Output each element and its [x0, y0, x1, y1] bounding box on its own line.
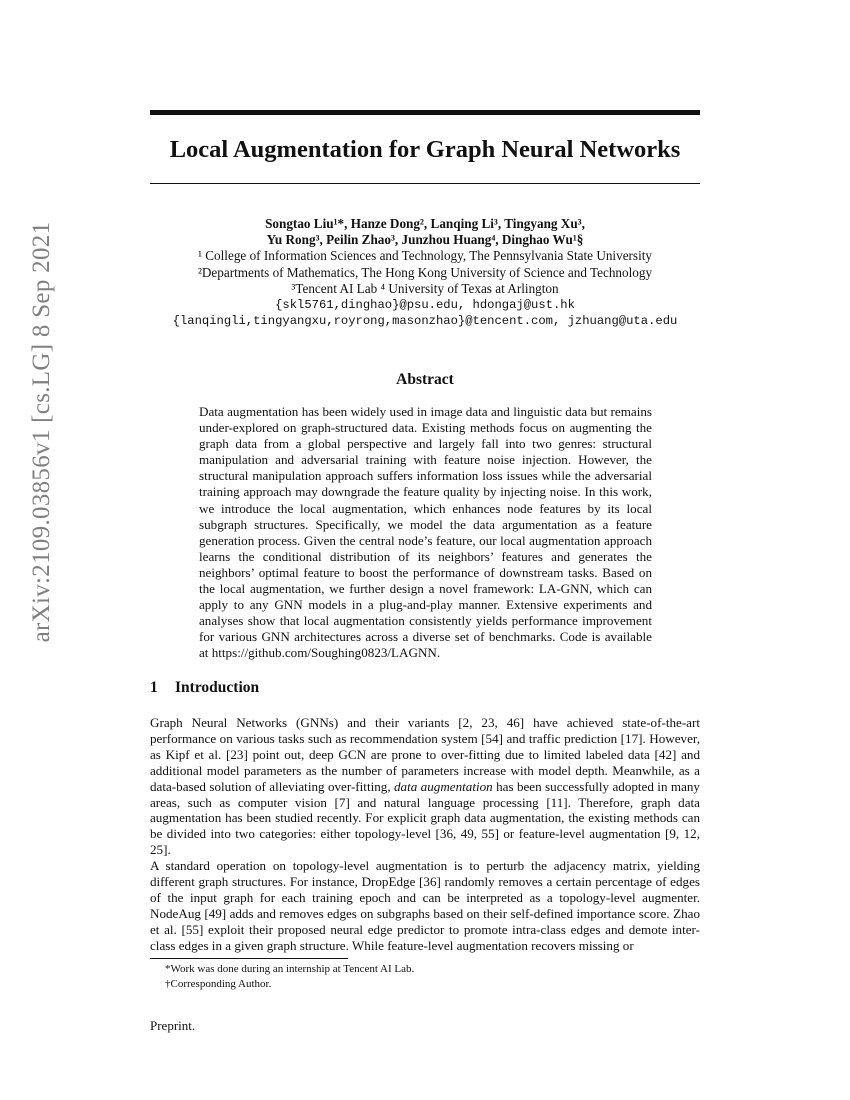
intro-paragraph-1-part-a: Graph Neural Networks (GNNs) and their variants [2, 23, 46] have achieved state-of-the-art performance on various tasks such as recommendation system [54] and traffic prediction [17]. However, as Kipf et al. [23] point out, deep GCN are prone to over-fitting due to limited labeled data [42] and additional model parameters as the number of parameters increase with model depth. Meanwhile, as a data-based solution of alleviating over-fitting,	[150, 715, 700, 794]
email-line-1: {skl5761,dinghao}@psu.edu, hdongaj@ust.hk	[275, 298, 575, 313]
author-names-line-2: Yu Rong³, Peilin Zhao³, Junzhou Huang⁴, Dinghao Wu¹§	[266, 232, 584, 248]
intro-paragraph-2: A standard operation on topology-level augmentation is to perturb the adjacency matrix, yielding different graph structures. For instance, DropEdge [36] randomly removes a certain percentage of edges of the input graph for each training epoch and can be interpreted as a topology-level augmenter. NodeAug [49] adds and removes edges on subgraphs based on their self-defined importance score. Zhao et al. [55] exploit their proposed neural edge predictor to promote intra-class edges and demote inter-class edges in a given graph structure. While feature-level augmentation recovers missing or	[150, 858, 700, 953]
abstract-body: Data augmentation has been widely used in image data and linguistic data but remains under-explored on graph-structured data. Existing methods focus on augmenting the graph data from a global perspective and largely fall into two genres: structural manipulation and adversarial training with feature noise injection. However, the structural manipulation approach suffers information loss issues while the adversarial training approach may downgrade the feature quality by injecting noise. In this work, we introduce the local augmentation, which enhances node features by its local subgraph structures. Specifically, we model the data argumentation as a feature generation process. Given the central node’s feature, our local augmentation approach learns the conditional distribution of its neighbors’ features and generates the neighbors’ optimal feature to boost the performance of downstream tasks. Based on the local augmentation, we further design a novel framework: LA-GNN, which can apply to any GNN models in a plug-and-play manner. Extensive experiments and analyses show that local augmentation consistently yields performance improvement for various GNN architectures across a diverse set of benchmarks. Code is available at https://github.com/Soughing0823/LAGNN.	[199, 404, 652, 661]
footnotes	[150, 962, 700, 992]
section-title: Introduction	[175, 679, 260, 696]
affiliation-3: ³Tencent AI Lab ⁴ University of Texas at Arlington	[291, 280, 559, 296]
intro-paragraph-1-emphasis: data augmentation	[394, 778, 493, 794]
title-bottom-rule	[150, 183, 700, 184]
preprint-label: Preprint.	[150, 1018, 196, 1033]
footnote-rule	[150, 958, 348, 959]
abstract-heading: Abstract	[396, 371, 454, 388]
email-line-2: {lanqingli,tingyangxu,royrong,masonzhao}@tencent.com, jzhuang@uta.edu	[172, 314, 678, 329]
affiliation-1: ¹ College of Information Sciences and Technology, The Pennsylvania State University	[198, 248, 652, 264]
footnote-2: †Corresponding Author.	[165, 978, 272, 990]
intro-paragraph-1	[150, 715, 700, 858]
section-number: 1	[150, 679, 158, 696]
author-block	[120, 216, 730, 329]
arxiv-stamp: arXiv:2109.03856v1 [cs.LG] 8 Sep 2021	[28, 221, 55, 643]
intro-paragraph-1-part-b: has been successfully adopted in many areas, such as computer vision [7] and natural language processing [11]. Therefore, graph data augmentation has been studied recently. For explicit graph data augmentation, the existing methods can be divided into two categories: either topology-level [36, 49, 55] or feature-level augmentation [9, 12, 25].	[150, 778, 700, 858]
paper-title: Local Augmentation for Graph Neural Networks	[169, 136, 681, 163]
section-heading-introduction	[150, 678, 259, 698]
affiliation-2: ²Departments of Mathematics, The Hong Kong University of Science and Technology	[197, 264, 653, 280]
title-top-rule	[150, 110, 700, 115]
author-names-line-1: Songtao Liu¹*, Hanze Dong², Lanqing Li³, Tingyang Xu³,	[265, 216, 585, 231]
footnote-1: *Work was done during an internship at Tencent AI Lab.	[165, 963, 415, 975]
